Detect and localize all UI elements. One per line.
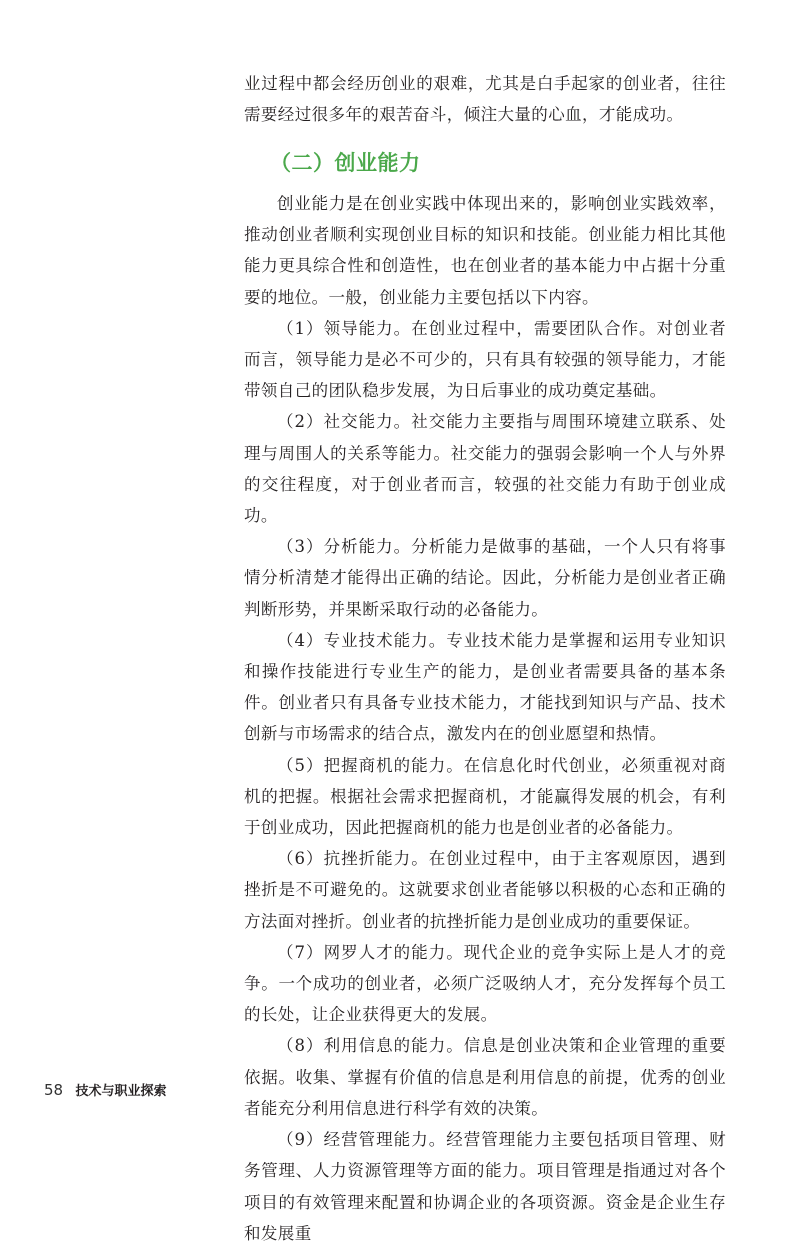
paragraph-talent: （7）网罗人才的能力。现代企业的竞争实际上是人才的竞争。一个成功的创业者，必须广泛吸纳人才，充分发挥每个员工的长处，让企业获得更大的发展。 bbox=[244, 942, 726, 1025]
body-text bbox=[244, 188, 726, 1249]
paragraph-social: （2）社交能力。社交能力主要指与周围环境建立联系、处理与周围人的关系等能力。社交能力的强弱会影响一个人与外界的交往程度，对于创业者而言，较强的社交能力有助于创业成功。 bbox=[244, 412, 726, 526]
paragraph-resilience: （6）抗挫折能力。在创业过程中，由于主客观原因，遇到挫折是不可避免的。这就要求创业者能够以积极的心态和正确的方法面对挫折。创业者的抗挫折能力是创业成功的重要保证。 bbox=[244, 849, 726, 931]
page-footer bbox=[44, 1080, 167, 1099]
paragraph-analysis: （3）分析能力。分析能力是做事的基础，一个人只有将事情分析清楚才能得出正确的结论。因此，分析能力是创业者正确判断形势，并果断采取行动的必备能力。 bbox=[244, 537, 726, 619]
paragraph-overview: 创业能力是在创业实践中体现出来的，影响创业实践效率，推动创业者顺利实现创业目标的知识和技能。创业能力相比其他能力更具综合性和创造性，也在创业者的基本能力中占据十分重要的地位。一般，创业能力主要包括以下内容。 bbox=[244, 194, 726, 307]
paragraph-opportunity: （5）把握商机的能力。在信息化时代创业，必须重视对商机的把握。根据社会需求把握商机，才能赢得发展的机会，有利于创业成功，因此把握商机的能力也是创业者的必备能力。 bbox=[244, 755, 726, 838]
paragraph-management: （9）经营管理能力。经营管理能力主要包括项目管理、财务管理、人力资源管理等方面的能力。项目管理是指通过对各个项目的有效管理来配置和协调企业的各项资源。资金是企业生存和发展重 bbox=[244, 1130, 726, 1243]
page-number: 58 bbox=[44, 1081, 64, 1099]
book-title: 技术与职业探索 bbox=[75, 1084, 167, 1099]
paragraph-technical: （4）专业技术能力。专业技术能力是掌握和运用专业知识和操作技能进行专业生产的能力，是创业者需要具备的基本条件。创业者只有具备专业技术能力，才能找到知识与产品、技术创新与市场需求的结合点，激发内在的创业愿望和热情。 bbox=[244, 630, 726, 744]
paragraph-information: （8）利用信息的能力。信息是创业决策和企业管理的重要依据。收集、掌握有价值的信息是利用信息的前提，优秀的创业者能充分利用信息进行科学有效的决策。 bbox=[244, 1036, 726, 1118]
section-heading: （二）创业能力 bbox=[270, 151, 421, 175]
paragraph-leadership: （1）领导能力。在创业过程中，需要团队合作。对创业者而言，领导能力是必不可少的，只有具有较强的领导能力，才能带领自己的团队稳步发展，为日后事业的成功奠定基础。 bbox=[244, 318, 726, 401]
intro-block bbox=[244, 68, 726, 130]
intro-paragraph: 业过程中都会经历创业的艰难，尤其是白手起家的创业者，往往需要经过很多年的艰苦奋斗，倾注大量的心血，才能成功。 bbox=[244, 74, 726, 125]
